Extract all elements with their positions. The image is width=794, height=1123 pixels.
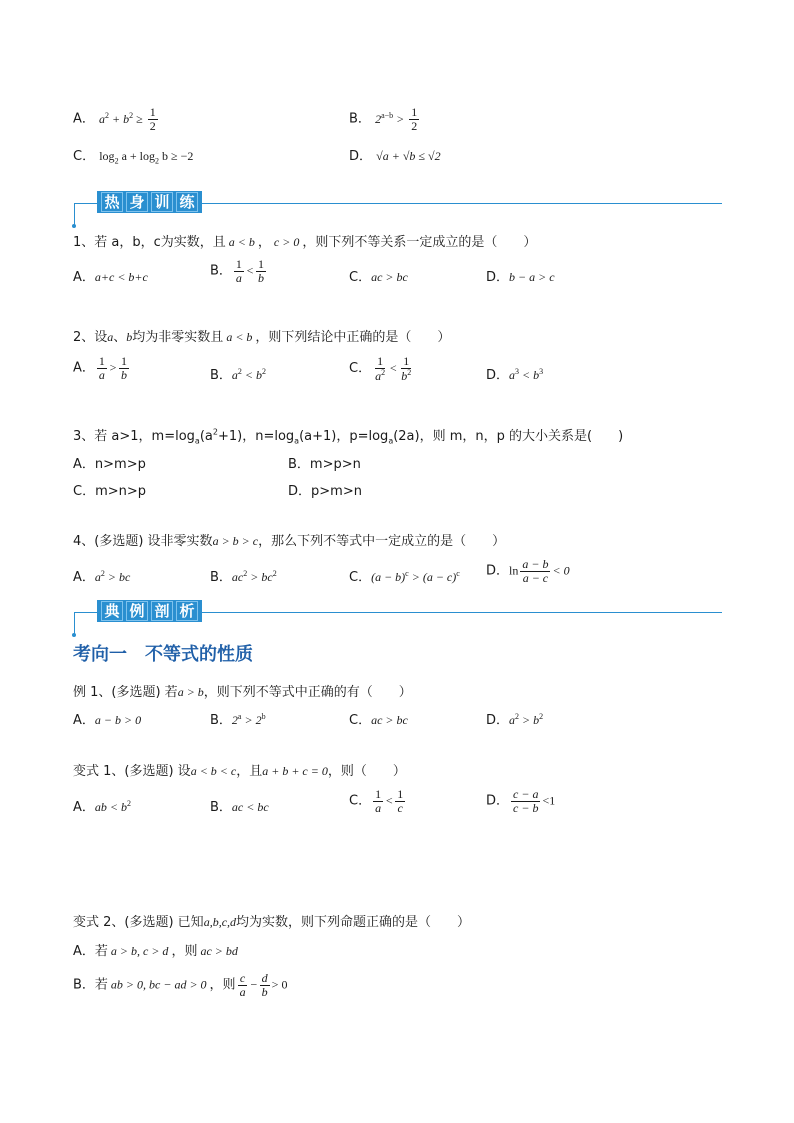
top-option-d: D． √a + √b ≤ √2 [349, 149, 441, 164]
question-1-option-d: D．b − a > c [486, 270, 555, 285]
question-3-option-c: C．m>n>p [73, 484, 147, 499]
variant-1-option-a: A．ab < $b^2$ [73, 799, 132, 815]
question-3-option-d: D．p>m>n [288, 484, 362, 499]
stem-text: ，且 [236, 764, 263, 779]
question-4-stem: 4、(多选题) 设非零实数a > b > c，那么下列不等式中一定成立的是（ ） [73, 534, 506, 549]
stem-text: 变式 1、(多选题) 设 [73, 764, 191, 779]
top-option-b: B． $2^{a-b}$ > $\frac{1}{2}$ [349, 105, 418, 133]
variant-1-option-d: D． $\frac{c - a}{c - b}$ <1 [486, 787, 556, 815]
variant-1-option-c: C． $\frac{1}{a}$ < $\frac{1}{c}$ [349, 787, 404, 815]
stem-text: 、 [113, 330, 127, 345]
example-1-option-a: A．a − b > 0 [73, 713, 142, 728]
banner-char: 典 [101, 601, 123, 621]
question-1-stem: 1、若 a，b，c为实数，且 a < b ， c > 0 ，则下列不等关系一定成立的是（ ） [73, 235, 537, 250]
option-text: A．若 [73, 944, 108, 959]
question-3-option-b: B．m>p>n [288, 457, 361, 472]
question-4-option-d: D．ln $\frac{a - b}{a - c}$ < 0 [486, 557, 570, 585]
stem-text: 2、设 [73, 330, 108, 345]
option-label: A． [73, 570, 95, 585]
stem-text: 例 1、(多选题) 若 [73, 685, 178, 700]
top-option-a: A． $a^2 + b^2$ ≥ $\frac{1}{2}$ [73, 105, 156, 133]
question-4-option-b: B．$ac^2 > bc^2$ [210, 569, 277, 585]
stem-text: ，那么下列不等式中一定成立的是（ ） [258, 534, 506, 549]
variant-2-stem: 变式 2、(多选题) 已知a,b,c,d均为实数，则下列命题正确的是（ ） [73, 915, 471, 930]
option-label: D． [349, 149, 373, 164]
question-1-option-a: A．a+c < b+c [73, 270, 148, 285]
banner-char: 训 [151, 192, 173, 212]
stem-text: 均为实数，则下列命题正确的是（ ） [236, 915, 471, 930]
option-label: A． [73, 111, 95, 127]
variant-1-stem: 变式 1、(多选题) 设a < b < c，且a + b + c = 0，则（ ） [73, 764, 406, 779]
stem-text: 4、(多选题) 设非零实数 [73, 534, 213, 549]
option-label: A． [73, 360, 95, 376]
option-label: C． [349, 361, 372, 377]
option-label: D． [486, 713, 510, 728]
banner-tick [74, 612, 75, 634]
stem-text: 1、若 a，b，c为实数，且 [73, 235, 226, 250]
banner-tick [74, 203, 75, 225]
banner-title-examples [97, 600, 202, 622]
option-label: B． [210, 713, 232, 728]
banner-char: 热 [101, 192, 123, 212]
question-2-option-d: D．$a^3 < b^3$ [486, 367, 544, 383]
example-1-option-b: B．$2^a > 2^b$ [210, 712, 266, 728]
stem-text: ，则下列不等关系一定成立的是（ ） [302, 235, 537, 250]
option-label: D． [486, 368, 510, 383]
option-label: D． [486, 270, 510, 285]
banner-title-warmup [97, 191, 202, 213]
question-2-option-c: C． $\frac{1}{a^2}$ < $\frac{1}{b^2}$ [349, 354, 412, 383]
option-label: C． [349, 570, 372, 585]
option-label: A． [73, 713, 95, 728]
question-3-stem: 3、若 a>1，$m=\log_a(a^2+1)$，$n=\log_a(a+1)$，$p=\log_a(2a)$，则 m，n，p 的大小关系是( ) [73, 427, 624, 446]
banner-char: 例 [126, 601, 148, 621]
example-1-option-d: D．$a^2 > b^2$ [486, 712, 544, 728]
option-label: C． [349, 713, 372, 728]
question-2-option-b: B．$a^2 < b^2$ [210, 367, 267, 383]
banner-dot [72, 633, 76, 637]
example-1-option-c: C．ac > bc [349, 713, 408, 728]
question-4-option-c: C．$(a - b)^c > (a - c)^c$ [349, 569, 460, 585]
variant-1-option-b: B．ac < bc [210, 800, 269, 815]
stem-text: 3、若 a>1，m=log [73, 429, 195, 444]
variant-2-option-a: A．若 a > b, c > d ，则 ac > bd [73, 944, 238, 959]
example-1-stem: 例 1、(多选题) 若a > b，则下列不等式中正确的有（ ） [73, 685, 412, 700]
option-label: B． [210, 570, 232, 585]
question-3-option-a: A．n>m>p [73, 457, 146, 472]
banner-char: 身 [126, 192, 148, 212]
stem-text: 均为非零实数且 [132, 330, 224, 345]
option-text: ，则 [171, 944, 198, 959]
stem-text: ，则下列结论中正确的是（ ） [255, 330, 451, 345]
variant-2-option-b: B．若 ab > 0, bc − ad > 0 ，则 $\frac{c}{a}$ − $\frac{d}{b}$ > 0 [73, 971, 288, 999]
question-2-stem: 2、设a、b均为非零实数且 a < b ，则下列结论中正确的是（ ） [73, 330, 451, 345]
option-label: C． [349, 793, 372, 809]
top-option-c: C． $\log_2 a + \log_2 b \ge -2$ [73, 149, 194, 166]
question-1-option-c: C．ac > bc [349, 270, 408, 285]
option-text: ，则 [209, 977, 236, 993]
option-label: B． [210, 263, 232, 279]
stem-text: ，则（ ） [327, 764, 406, 779]
stem-text: ， [257, 235, 271, 250]
banner-char: 剖 [151, 601, 173, 621]
banner-char: 析 [176, 601, 198, 621]
option-label: A． [73, 800, 95, 815]
option-label: D． [486, 793, 510, 809]
question-1-option-b: B． $\frac{1}{a}$ < $\frac{1}{b}$ [210, 257, 265, 285]
option-label: B． [210, 368, 232, 383]
question-2-option-a: A． $\frac{1}{a}$ > $\frac{1}{b}$ [73, 354, 128, 382]
question-4-option-a: A．$a^2$ > bc [73, 569, 131, 585]
stem-text: ，则下列不等式中正确的有（ ） [203, 685, 412, 700]
option-label: A． [73, 270, 95, 285]
banner-dot [72, 224, 76, 228]
option-text: B．若 [73, 977, 108, 993]
option-label: D． [486, 563, 510, 579]
stem-text: 的大小关系是( ) [509, 429, 624, 444]
option-label: C． [349, 270, 372, 285]
section-title: 考向一 不等式的性质 [73, 644, 253, 665]
stem-text: 变式 2、(多选题) 已知 [73, 915, 204, 930]
banner-char: 练 [176, 192, 198, 212]
option-label: C． [73, 149, 96, 164]
option-label: B． [210, 800, 232, 815]
option-label: B． [349, 111, 371, 127]
